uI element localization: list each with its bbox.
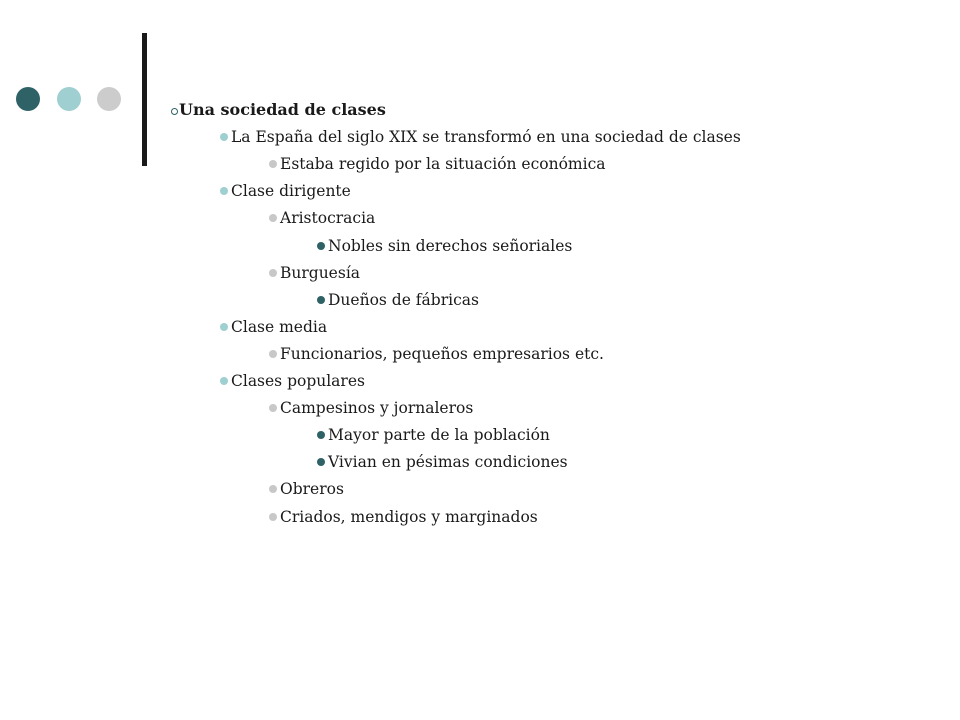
vertical-divider [142, 33, 147, 166]
list-item-label: Burguesía [280, 263, 361, 282]
bullet-icon [317, 242, 325, 250]
bullet-icon [269, 404, 277, 412]
light-teal-circle-icon [57, 87, 81, 111]
bullet-icon [269, 214, 277, 222]
list-item-label: Nobles sin derechos señoriales [328, 236, 573, 255]
list-item-label: Clases populares [231, 372, 365, 390]
list-item-label: La España del siglo XIX se transformó en una sociedad de clases [231, 128, 741, 147]
bullet-icon [269, 513, 277, 521]
bullet-icon [317, 458, 325, 466]
bullet-icon [269, 350, 277, 358]
bullet-icon [269, 269, 277, 277]
dark-teal-circle-icon [16, 87, 40, 111]
list-item-label: Campesinos y jornaleros [280, 399, 474, 418]
list-item-label: Clase dirigente [231, 182, 351, 201]
list-item-label: Clase media [231, 317, 328, 336]
gray-circle-icon [97, 87, 121, 111]
list-item-label: Vivian en pésimas condiciones [328, 453, 568, 472]
list-item-label: Obreros [280, 480, 344, 499]
bullet-icon [220, 323, 228, 331]
list-item-label: Dueños de fábricas [328, 290, 479, 309]
bullet-icon [220, 187, 228, 195]
bullet-icon [220, 377, 228, 385]
list-item-label: Aristocracia [280, 209, 376, 228]
list-item-label: Mayor parte de la población [328, 426, 550, 445]
list-item-label: Estaba regido por la situación económica [280, 155, 606, 174]
bullet-icon [171, 108, 178, 115]
bullet-icon [220, 133, 228, 141]
list-item-label: Criados, mendigos y marginados [280, 507, 538, 526]
bullet-icon [269, 160, 277, 168]
bullet-icon [317, 296, 325, 304]
bullet-icon [317, 431, 325, 439]
list-item-label: Una sociedad de clases [179, 100, 386, 119]
list-item-label: Funcionarios, pequeños empresarios etc. [280, 344, 604, 363]
bullet-icon [269, 485, 277, 493]
